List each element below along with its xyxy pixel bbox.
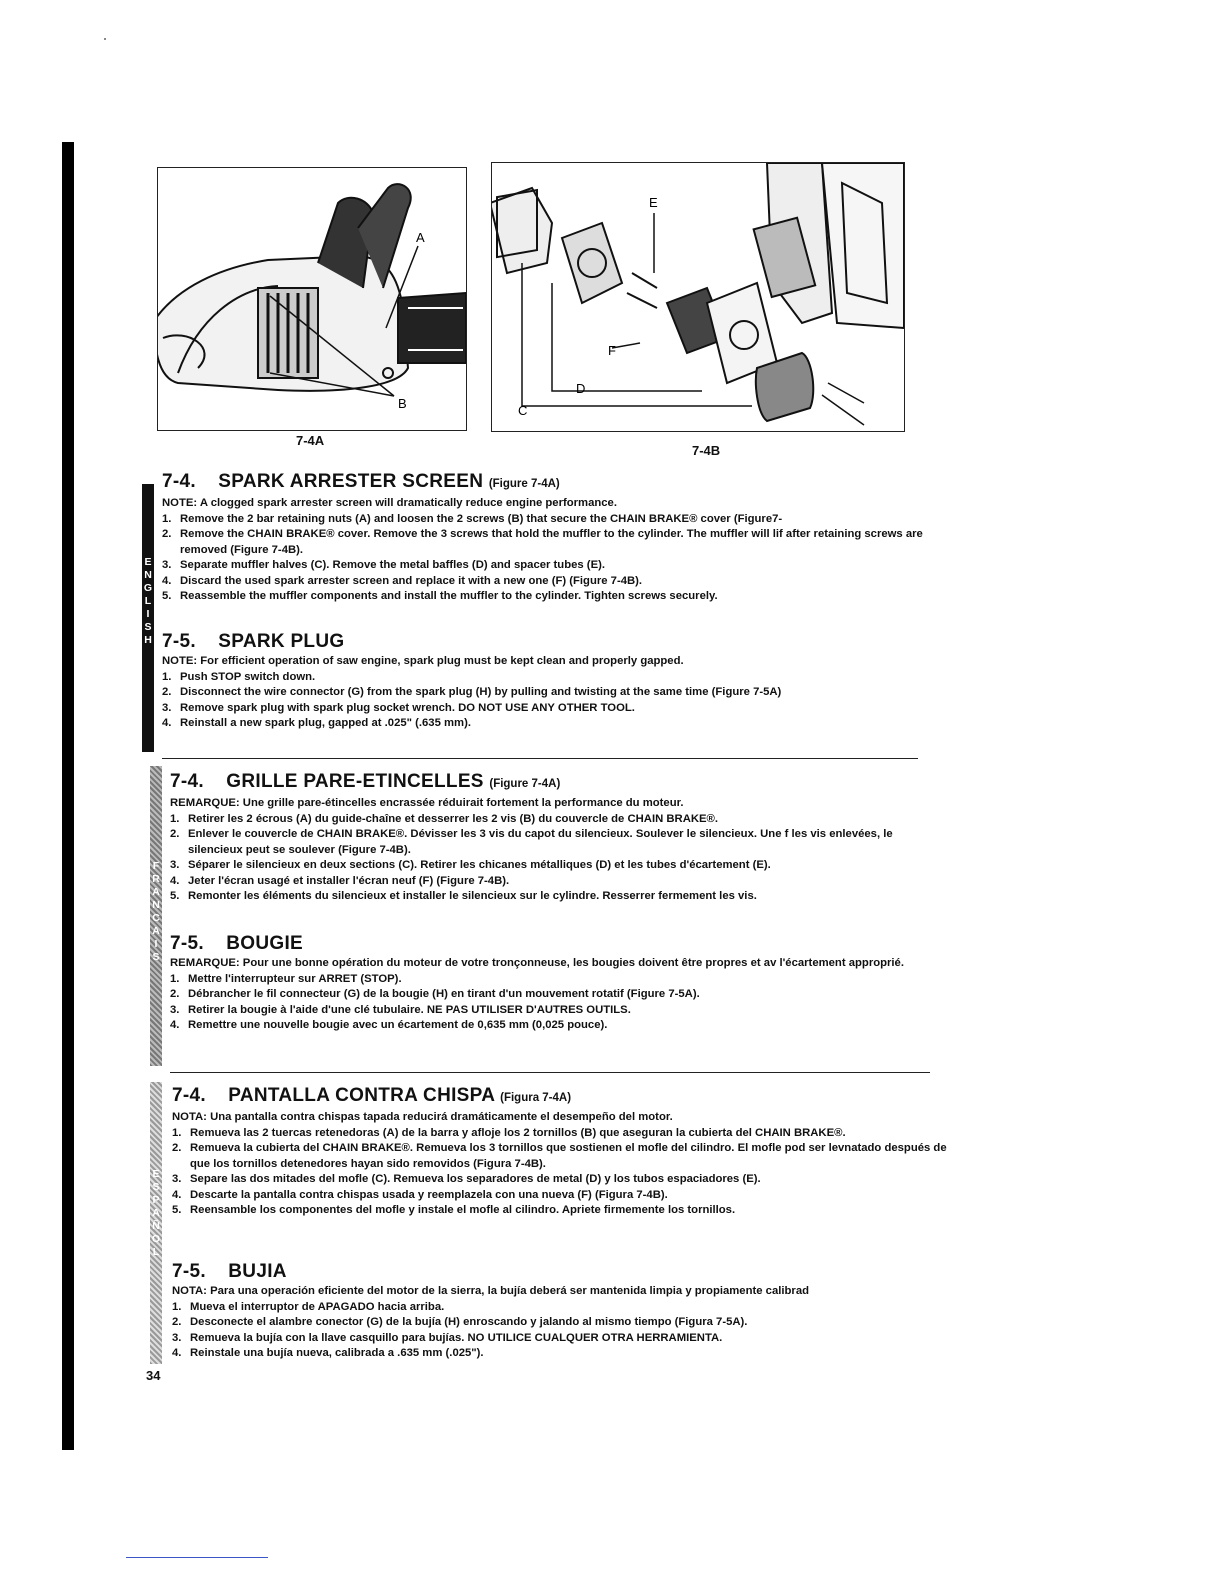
note: REMARQUE: Pour une bonne opération du moteur de votre tronçonneuse, les bougies doivent être propres et av l'écartement approprié. (170, 957, 904, 969)
callout-c: C (518, 403, 528, 418)
tab-letter: G (143, 582, 153, 594)
note: NOTA: Una pantalla contra chispas tapada reducirá dramáticamente el desempeño del motor. (172, 1111, 673, 1123)
muffler-exploded-illustration (492, 163, 904, 431)
tab-letter: O (151, 1233, 161, 1245)
speck (104, 38, 106, 40)
binding-edge-bar (62, 142, 74, 1450)
callout-e: E (649, 195, 658, 210)
section-heading (170, 932, 950, 956)
list-item: 2. Débrancher le fil connecteur (G) de la bougie (H) en tirant d'un mouvement rotatif (Figure 7-5A). (170, 987, 950, 1003)
item-text: Remueva la cubierta del CHAIN BRAKE®. Remueva los 3 tornillos que sostienen el mofle del cilindro. El mofle pod ser levnatado después de que los tornillos detenedores hayan sido removidos (Figura 7-4B). (190, 1142, 947, 1170)
item-text: Retirer la bougie à l'aide d'une clé tubulaire. NE PAS UTILISER D'AUTRES OUTILS. (188, 1003, 631, 1016)
list-item: 5. Reensamble los componentes del mofle y instale el mofle al cilindro. Apriete firmemente los tornillos. (172, 1203, 952, 1219)
item-text: Remove spark plug with spark plug socket wrench. DO NOT USE ANY OTHER TOOL. (180, 701, 635, 714)
note: NOTE: For efficient operation of saw engine, spark plug must be kept clean and properly gapped. (162, 655, 684, 667)
list-item: 2. Remove the CHAIN BRAKE® cover. Remove the 3 screws that hold the muffler to the cylinder. The muffler will lif after retaining screws are removed (Figure 7-4B). (162, 527, 942, 558)
list-item: 1. Retirer les 2 écrous (A) du guide-chaîne et desserrer les 2 vis (B) du couvercle de CHAIN BRAKE®. (170, 812, 950, 828)
section-divider (162, 758, 918, 759)
item-text: Reinstale una bujía nueva, calibrada a .635 mm (.025"). (190, 1347, 484, 1359)
tab-letter: A (152, 925, 160, 937)
list-item: 4. Reinstale una bujía nueva, calibrada a .635 mm (.025"). (172, 1346, 952, 1362)
tab-letter: S (144, 621, 152, 633)
page-number: 34 (146, 1368, 161, 1383)
item-text: Remonter les éléments du silencieux et installer le silencieux sur le cylindre. Resserrer fermement les vis. (188, 890, 757, 902)
list-item: 3. Separe las dos mitades del mofle (C). Remueva los separadores de metal (D) y los tubos espaciadores (E). (172, 1172, 952, 1188)
figure-reference: (Figure 7-4A) (488, 478, 560, 490)
tab-letter: L (144, 595, 152, 607)
section-number: 7-5. (172, 1261, 206, 1282)
list-item: 1. Push STOP switch down. (162, 670, 942, 686)
list-item: 2. Disconnect the wire connector (G) from the spark plug (H) by pulling and twisting at the same time (Figure 7-5A) (162, 685, 942, 701)
figure-7-4a-caption: 7-4A (296, 433, 325, 448)
section-number: 7-4. (170, 771, 204, 792)
language-tab-espanol (150, 1082, 162, 1364)
item-text: Débrancher le fil connecteur (G) de la bougie (H) en tirant d'un mouvement rotatif (Figure 7-5A). (188, 988, 700, 1000)
list-item: 5. Reassemble the muffler components and install the muffler to the cylinder. Tighten screws securely. (162, 589, 942, 605)
note: REMARQUE: Une grille pare-étincelles encrassée réduirait fortement la performance du moteur. (170, 797, 684, 809)
list-item: 4. Reinstall a new spark plug, gapped at .025" (.635 mm). (162, 716, 942, 732)
list-item: 5. Remonter les éléments du silencieux et installer le silencieux sur le cylindre. Resserrer fermement les vis. (170, 889, 950, 905)
figure-7-4b-caption: 7-4B (692, 443, 721, 458)
figure-reference: (Figure 7-4A) (489, 778, 561, 790)
item-text: Desconecte el alambre conector (G) de la bujía (H) enroscando y jalando al mismo tiempo (Figura 7-5A). (190, 1316, 748, 1328)
section-heading (162, 470, 942, 496)
section-number: 7-5. (170, 933, 204, 954)
bottom-rule (126, 1557, 268, 1558)
item-text: Séparer le silencieux en deux sections (C). Retirer les chicanes métalliques (D) et les tubes d'écartement (E). (188, 859, 771, 871)
callout-a: A (416, 230, 425, 245)
tab-letter: E (144, 556, 152, 568)
french-bougie-section (170, 932, 950, 1034)
item-text: Remueva la bujía con la llave casquillo para bujías. NO UTILICE CUALQUER OTRA HERRAMIENTA. (190, 1331, 723, 1344)
list-item: 2. Remueva la cubierta del CHAIN BRAKE®. Remueva los 3 tornillos que sostienen el mofle del cilindro. El mofle pod ser levnatado después de que los tornillos detenedores hayan sido removidos (Figura 7-4B). (172, 1141, 952, 1172)
section-title: GRILLE PARE-ETINCELLES (226, 771, 484, 792)
note: NOTE: A clogged spark arrester screen will dramatically reduce engine performance. (162, 497, 617, 509)
tab-letter: L (152, 1246, 160, 1258)
tab-letter: A (152, 886, 160, 898)
french-pare-etincelles-section (170, 770, 950, 905)
section-number: 7-5. (162, 631, 196, 652)
item-text: Descarte la pantalla contra chispas usada y reemplazela con una nueva (F) (Figura 7-4B). (190, 1188, 668, 1201)
item-text: Push STOP switch down. (180, 670, 316, 683)
spanish-pantalla-section (172, 1084, 952, 1219)
tab-letter: Ñ (152, 1220, 160, 1232)
tab-letter: I (146, 608, 150, 620)
item-text: Disconnect the wire connector (G) from the spark plug (H) by pulling and twisting at the same time (Figure 7-5A) (180, 686, 782, 698)
item-text: Jeter l'écran usagé et installer l'écran neuf (F) (Figure 7-4B). (188, 874, 510, 887)
tab-letter: N (144, 569, 152, 581)
section-title: PANTALLA CONTRA CHISPA (228, 1085, 495, 1106)
figure-7-4b (491, 162, 905, 432)
item-text: Separate muffler halves (C). Remove the metal baffles (D) and spacer tubes (E). (180, 559, 606, 571)
tab-letter: P (152, 1194, 160, 1206)
section-title: BOUGIE (226, 933, 304, 954)
section-heading (172, 1084, 952, 1110)
note: NOTA: Para una operación eficiente del motor de la sierra, la bujía deberá ser mantenida limpia y propiamente calibrad (172, 1285, 809, 1297)
item-text: Retirer les 2 écrous (A) du guide-chaîne et desserrer les 2 vis (B) du couvercle de CHAIN BRAKE®. (188, 812, 719, 825)
figure-reference: (Figura 7-4A) (500, 1092, 572, 1104)
chainsaw-illustration (158, 168, 466, 430)
tab-letter: S (152, 951, 160, 963)
english-spark-plug-section (162, 630, 942, 732)
item-text: Reensamble los componentes del mofle y instale el mofle al cilindro. Apriete firmemente los tornillos. (190, 1204, 736, 1216)
item-text: Remueva las 2 tuercas retenedoras (A) de la barra y afloje los 2 tornillos (B) que aseguran la cubierta del CHAIN BRAKE®. (190, 1126, 846, 1139)
section-heading (162, 630, 942, 654)
english-spark-arrester-section (162, 470, 942, 605)
item-text: Discard the used spark arrester screen and replace it with a new one (F) (Figure 7-4B). (180, 574, 643, 587)
callout-f: F (608, 343, 616, 358)
list-item: 2. Desconecte el alambre conector (G) de la bujía (H) enroscando y jalando al mismo tiempo (Figura 7-5A). (172, 1315, 952, 1331)
tab-letter: C (152, 912, 160, 924)
list-item: 3. Retirer la bougie à l'aide d'une clé tubulaire. NE PAS UTILISER D'AUTRES OUTILS. (170, 1003, 950, 1019)
tab-letter: H (144, 634, 152, 646)
list-item: 1. Mueva el interruptor de APAGADO hacia arriba. (172, 1300, 952, 1316)
section-title: SPARK ARRESTER SCREEN (218, 471, 484, 492)
tab-letter: I (154, 938, 158, 950)
item-text: Remettre une nouvelle bougie avec un écartement de 0,635 mm (0,025 pouce). (188, 1019, 608, 1031)
list-item: 3. Remueva la bujía con la llave casquillo para bujías. NO UTILICE CUALQUER OTRA HERRAMIENTA. (172, 1331, 952, 1347)
list-item: 3. Separate muffler halves (C). Remove the metal baffles (D) and spacer tubes (E). (162, 558, 942, 574)
list-item: 1. Mettre l'interrupteur sur ARRET (STOP). (170, 972, 950, 988)
list-item: 4. Descarte la pantalla contra chispas usada y reemplazela con una nueva (F) (Figura 7-4B). (172, 1188, 952, 1204)
tab-letter: N (152, 899, 160, 911)
section-heading (170, 770, 950, 796)
tab-letter: A (152, 1207, 160, 1219)
figure-7-4a (157, 167, 467, 431)
item-text: Reinstall a new spark plug, gapped at .025" (.635 mm). (180, 717, 472, 729)
list-item: 1. Remueva las 2 tuercas retenedoras (A) de la barra y afloje los 2 tornillos (B) que aseguran la cubierta del CHAIN BRAKE®. (172, 1126, 952, 1142)
section-heading (172, 1260, 952, 1284)
list-item: 2. Enlever le couvercle de CHAIN BRAKE®. Dévisser les 3 vis du capot du silencieux. Soulever le silencieux. Une f les vis enlevées, le silencieux peut se soulever (Figure 7-4B). (170, 827, 950, 858)
callout-b: B (398, 396, 407, 411)
tab-letter: F (152, 860, 160, 872)
list-item: 4. Remettre une nouvelle bougie avec un écartement de 0,635 mm (0,025 pouce). (170, 1018, 950, 1034)
tab-letter: E (152, 1168, 160, 1180)
list-item: 1. Remove the 2 bar retaining nuts (A) and loosen the 2 screws (B) that secure the CHAIN BRAKE® cover (Figure7- (162, 512, 942, 528)
language-tab-english (142, 484, 154, 752)
item-text: Remove the 2 bar retaining nuts (A) and loosen the 2 screws (B) that secure the CHAIN BRAKE® cover (Figure7- (180, 512, 783, 525)
item-text: Mueva el interruptor de APAGADO hacia arriba. (190, 1300, 445, 1313)
section-number: 7-4. (162, 471, 196, 492)
spanish-bujia-section (172, 1260, 952, 1362)
tab-letter: S (152, 1181, 160, 1193)
item-text: Remove the CHAIN BRAKE® cover. Remove the 3 screws that hold the muffler to the cylinder. The muffler will lif after retaining screws are removed (Figure 7-4B). (180, 528, 923, 556)
callout-d: D (576, 381, 586, 396)
list-item: 4. Discard the used spark arrester screen and replace it with a new one (F) (Figure 7-4B). (162, 574, 942, 590)
section-number: 7-4. (172, 1085, 206, 1106)
section-title: BUJIA (228, 1261, 287, 1282)
list-item: 3. Remove spark plug with spark plug socket wrench. DO NOT USE ANY OTHER TOOL. (162, 701, 942, 717)
language-tab-francais (150, 766, 162, 1066)
item-text: Reassemble the muffler components and install the muffler to the cylinder. Tighten screws securely. (180, 590, 718, 602)
item-text: Mettre l'interrupteur sur ARRET (STOP). (188, 972, 402, 985)
item-text: Separe las dos mitades del mofle (C). Remueva los separadores de metal (D) y los tubos espaciadores (E). (190, 1173, 761, 1185)
list-item: 4. Jeter l'écran usagé et installer l'écran neuf (F) (Figure 7-4B). (170, 874, 950, 890)
section-divider (170, 1072, 930, 1073)
list-item: 3. Séparer le silencieux en deux sections (C). Retirer les chicanes métalliques (D) et les tubes d'écartement (E). (170, 858, 950, 874)
item-text: Enlever le couvercle de CHAIN BRAKE®. Dévisser les 3 vis du capot du silencieux. Soulever le silencieux. Une f les vis enlevées, le silencieux peut se soulever (Figure 7-4B). (188, 828, 893, 856)
section-title: SPARK PLUG (218, 631, 345, 652)
tab-letter: R (152, 873, 160, 885)
